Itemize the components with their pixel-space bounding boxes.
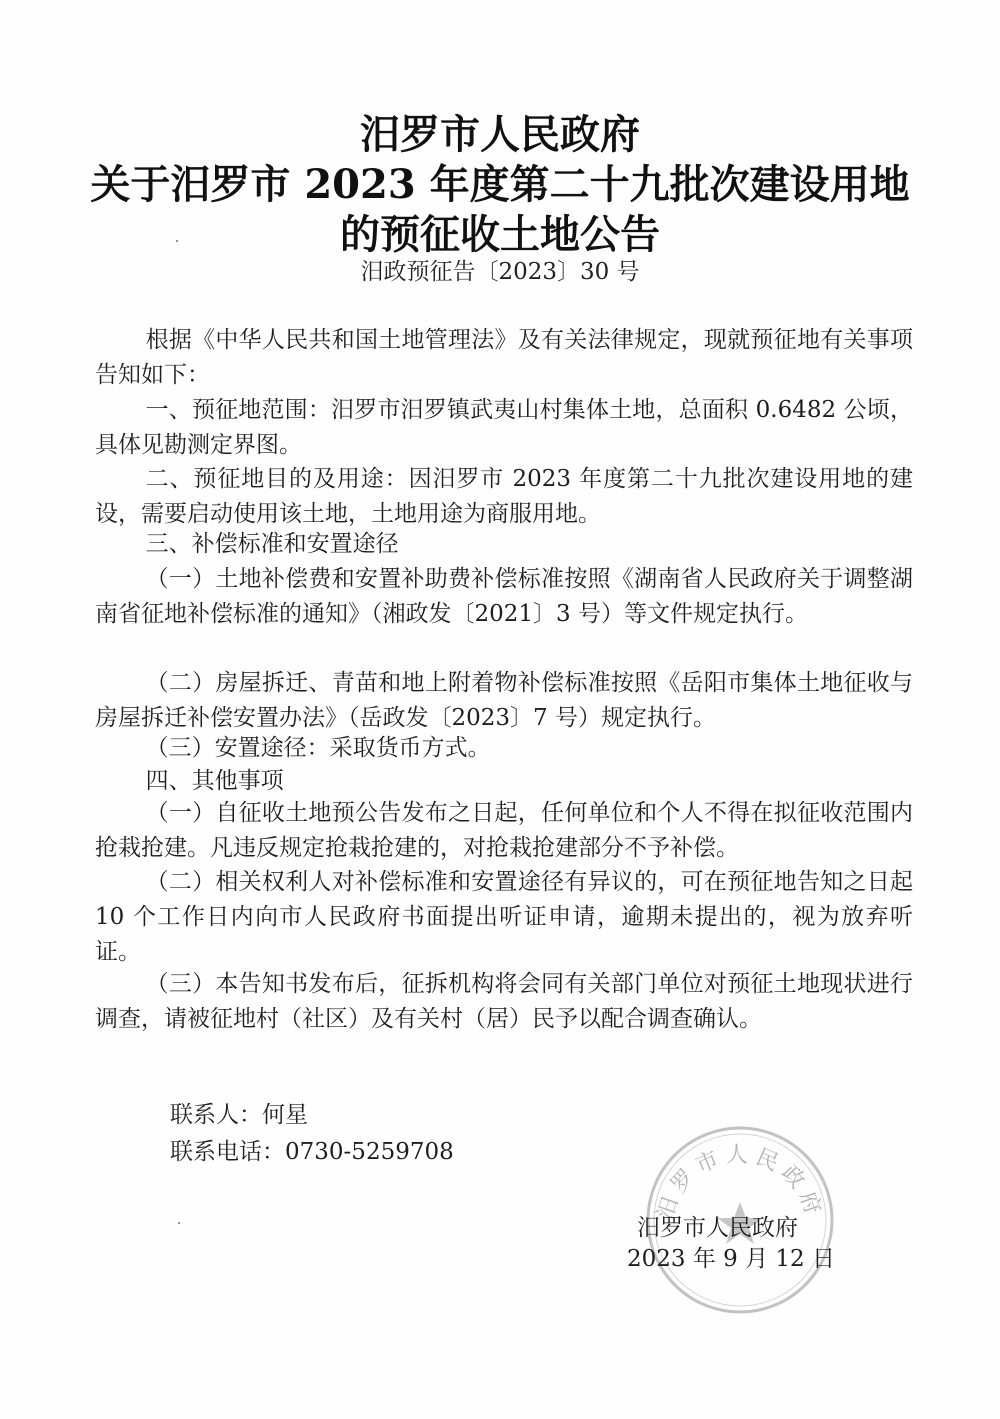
- scan-speck: [176, 240, 178, 242]
- section-4-heading: 四、其他事项: [145, 768, 284, 794]
- title-line-1: 汨罗市人民政府: [360, 111, 640, 158]
- section-2-purpose: 二、预征地目的及用途：因汨罗市 2023 年度第二十九批次建设用地的建设，需要启动使用该土地，土地用途为商服用地。: [95, 466, 913, 527]
- contact-person: 联系人：何星: [170, 1102, 308, 1128]
- contact-phone: 联系电话：0730-5259708: [170, 1139, 454, 1165]
- section-3-item-1: （一）土地补偿费和安置补助费补偿标准按照《湖南省人民政府关于调整湖南省征地补偿标准的通知》（湘政发〔2021〕3 号）等文件规定执行。: [95, 566, 913, 627]
- section-4-item-1: （一）自征收土地预公告发布之日起，任何单位和个人不得在拟征收范围内抢栽抢建。凡违反规定抢栽抢建的，对抢栽抢建部分不予补偿。: [95, 800, 913, 861]
- document-number: 汨政预征告〔2023〕30 号: [360, 259, 640, 285]
- issuer-name: 汨罗市人民政府: [637, 1215, 798, 1241]
- title-line-3: 的预征收土地公告: [340, 211, 660, 258]
- svg-text:汨罗市人民政府: 汨罗市人民政府: [653, 1143, 827, 1224]
- issue-date: 2023 年 9 月 12 日: [627, 1246, 835, 1272]
- section-3-item-2: （二）房屋拆迁、青苗和地上附着物补偿标准按照《岳阳市集体土地征收与房屋拆迁补偿安置办法》（岳政发〔2023〕7 号）规定执行。: [95, 670, 913, 731]
- scan-speck: [178, 1222, 180, 1224]
- intro-paragraph: 根据《中华人民共和国土地管理法》及有关法律规定，现就预征地有关事项告知如下：: [95, 327, 913, 388]
- section-4-item-2: （二）相关权利人对补偿标准和安置途径有异议的，可在预征地告知之日起 10 个工作日内向市人民政府书面提出听证申请，逾期未提出的，视为放弃听证。: [95, 869, 913, 965]
- section-1-scope: 一、预征地范围：汨罗市汨罗镇武夷山村集体土地，总面积 0.6482 公顷，具体见勘测定界图。: [95, 397, 913, 458]
- section-3-heading: 三、补偿标准和安置途径: [145, 531, 399, 557]
- title-line-2: 关于汨罗市 2023 年度第二十九批次建设用地: [90, 161, 910, 208]
- section-4-item-3: （三）本告知书发布后，征拆机构将会同有关部门单位对预征土地现状进行调查，请被征地村（社区）及有关村（居）民予以配合调查确认。: [95, 971, 913, 1032]
- section-3-item-3: （三）安置途径：采取货币方式。: [145, 735, 491, 761]
